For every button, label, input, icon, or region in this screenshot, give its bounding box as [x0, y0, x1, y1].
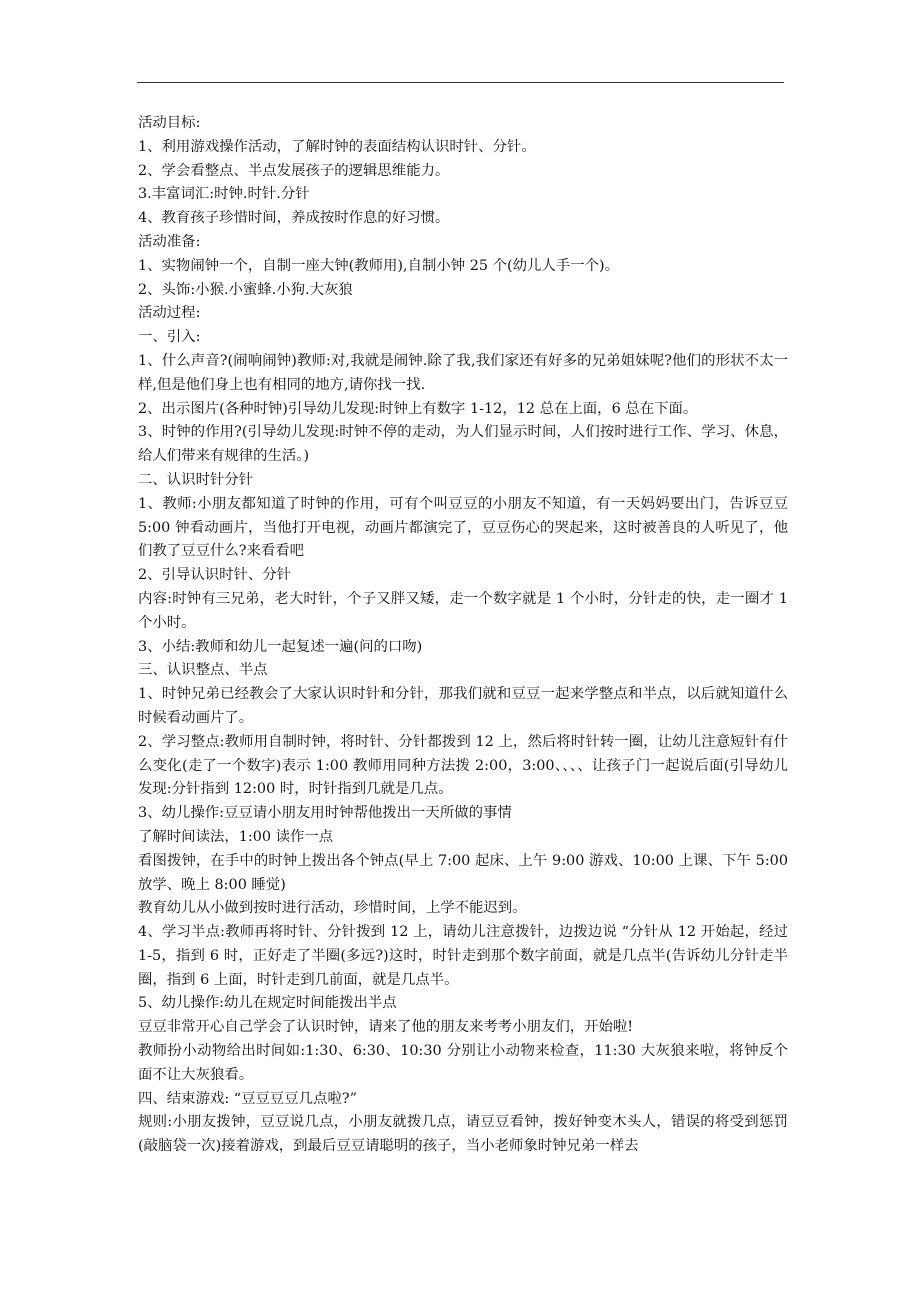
section-heading-preparation: 活动准备:: [138, 233, 201, 250]
process-paragraph: 教师扮小动物给出时间如:1:30、6:30、10:30 分别让小动物来检查，11:30 大灰狼来啦，将钟反个面不让大灰狼看。: [138, 1043, 788, 1083]
process-paragraph: 3、小结:教师和幼儿一起复述一遍(问的口吻): [138, 638, 423, 655]
process-paragraph: 5、幼儿操作:幼儿在规定时间能拨出半点: [138, 995, 397, 1012]
preparation-item: 2、头饰:小猴.小蜜蜂.小狗.大灰狼: [138, 281, 353, 298]
section-heading-goals: 活动目标:: [138, 115, 201, 131]
section-heading-process: 活动过程:: [138, 305, 201, 322]
process-paragraph: 1、时钟兄弟已经教会了大家认识时针和分针，那我们就和豆豆一起来学整点和半点，以后就知道什么时候看动画片了。: [138, 686, 788, 726]
process-paragraph: 看图拨钟，在手中的时钟上拨出各个钟点(早上 7:00 起床、上午 9:00 游戏、10:00 上课、下午 5:00 放学、晚上 8:00 睡觉): [138, 852, 788, 893]
process-paragraph: 3、时钟的作用?(引导幼儿发现:时钟不停的走动，为人们显示时间，人们按时进行工作、学习、休息，给人们带来有规律的生活。): [138, 424, 788, 465]
process-paragraph: 2、引导认识时针、分针: [138, 567, 292, 584]
process-paragraph: 4、学习半点:教师再将时针、分针拨到 12 上，请幼儿注意拨针，边拨边说 “分针从 12 开始起，经过 1-5，指到 6 时，正好走了半圈(多远?)这时，时针走到那个数字前面，就是几点半(告诉幼儿分针走半圈，指到 6 上面，时针走到几前面，就是几点半。: [138, 924, 788, 988]
process-paragraph: 内容:时钟有三兄弟，老大时针，个子又胖又矮，走一个数字就是 1 个小时，分针走的快，走一圈才 1 个小时。: [138, 590, 788, 631]
subsection-heading-hands: 二、认识时针分针: [138, 471, 254, 488]
header-rule: [137, 82, 784, 83]
subsection-heading-hours: 三、认识整点、半点: [138, 662, 268, 679]
goal-item: 1、利用游戏操作活动，了解时钟的表面结构认识时针、分针。: [138, 138, 536, 155]
goal-item: 2、学会看整点、半点发展孩子的逻辑思维能力。: [138, 162, 450, 179]
process-paragraph: 1、教师:小朋友都知道了时钟的作用，可有个叫豆豆的小朋友不知道，有一天妈妈要出门，告诉豆豆 5:00 钟看动画片，当他打开电视，动画片都演完了，豆豆伤心的哭起来，这时被善良的人听见了，他们教了豆豆什么?来看看吧: [138, 495, 788, 560]
subsection-heading-game: 四、结束游戏: “豆豆豆豆几点啦?”: [138, 1090, 357, 1107]
process-paragraph: 1、什么声音?(闹响闹钟)教师:对,我就是闹钟.除了我,我们家还有好多的兄弟姐妹呢?他们的形状不太一样,但是他们身上也有相同的地方,请你找一找.: [138, 352, 788, 393]
goal-item: 4、教育孩子珍惜时间，养成按时作息的好习惯。: [138, 210, 450, 227]
process-paragraph: 2、学习整点:教师用自制时钟，将时针、分针都拨到 12 上，然后将时针转一圈，让幼儿注意短针有什么变化(走了一个数字)表示 1:00 教师用同种方法拨 2:00，3:00、、、、让孩子门一起说后面(引导幼儿发现:分针指到 12:00 时，时针指到几就是几点。: [138, 733, 788, 798]
process-paragraph: 规则:小朋友拨钟，豆豆说几点，小朋友就拨几点，请豆豆看钟，拨好钟变木头人，错误的将受到惩罚(敲脑袋一次)接着游戏，到最后豆豆请聪明的孩子，当小老师象时钟兄弟一样去: [138, 1114, 788, 1155]
process-paragraph: 3、幼儿操作:豆豆请小朋友用时钟帮他拨出一天所做的事情: [138, 805, 512, 822]
process-paragraph: 教育幼儿从小做到按时进行活动，珍惜时间，上学不能迟到。: [138, 900, 527, 917]
document-body: [138, 112, 788, 1159]
subsection-heading-intro: 一、引入:: [138, 329, 201, 346]
process-paragraph: 豆豆非常开心自己学会了认识时钟，请来了他的朋友来考考小朋友们，开始啦!: [138, 1019, 634, 1036]
process-paragraph: 了解时间读法，1:00 读作一点: [138, 828, 334, 845]
goal-item: 3.丰富词汇:时钟.时针.分针: [138, 186, 310, 203]
preparation-item: 1、实物闹钟一个，自制一座大钟(教师用),自制小钟 25 个(幼儿人手一个)。: [138, 257, 619, 274]
process-paragraph: 2、出示图片(各种时钟)引导幼儿发现:时钟上有数字 1-12，12 总在上面，6 总在下面。: [138, 400, 698, 417]
